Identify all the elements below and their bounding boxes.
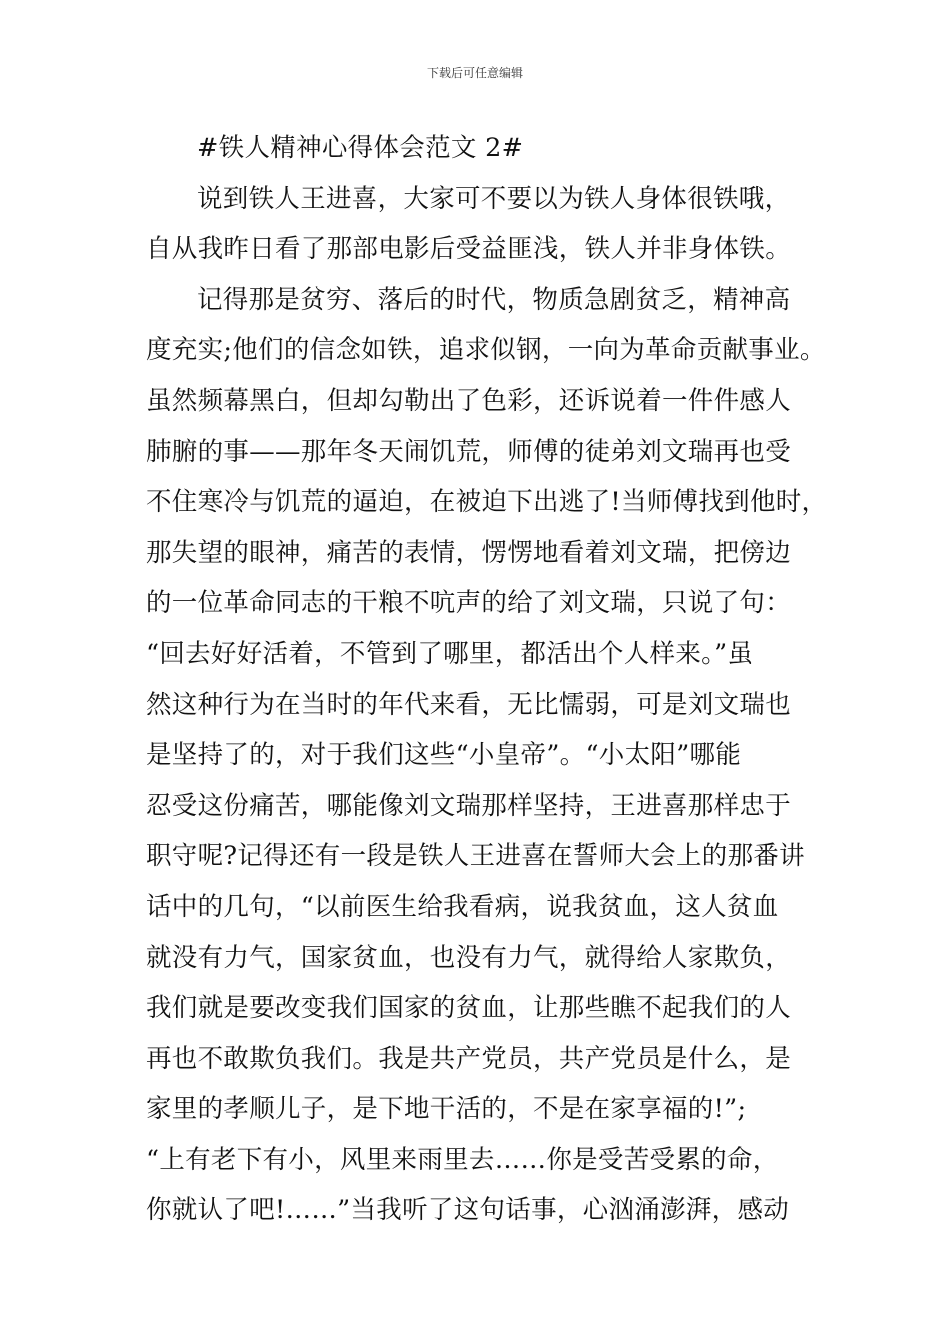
page-header: 下载后可任意编辑 (426, 66, 523, 80)
text-line: 再也不敢欺负我们。我是共产党员，共产党员是什么，是 (146, 1043, 792, 1074)
paragraph-1 (146, 179, 826, 280)
text-line: 说到铁人王进喜，大家可不要以为铁人身体很铁哦， (197, 183, 791, 214)
text-line: 话中的几句，“以前医生给我看病，说我贫血，这人贫血 (146, 891, 779, 922)
document-body (146, 128, 826, 1241)
text-line: 自从我昨日看了那部电影后受益匪浅，铁人并非身体铁。 (146, 234, 792, 265)
text-line: 那失望的眼神，痛苦的表情，愣愣地看着刘文瑞，把傍边 (146, 537, 792, 568)
text-line: 记得那是贫穷、落后的时代，物质急剧贫乏，精神高 (197, 284, 791, 315)
text-line: 我们就是要改变我们国家的贫血，让那些瞧不起我们的人 (146, 993, 792, 1024)
text-line: 的一位革命同志的干粮不吭声的给了刘文瑞，只说了句： (146, 588, 792, 619)
text-line: 虽然频幕黑白，但却勾勒出了色彩，还诉说着一件件感人 (146, 385, 792, 416)
text-line: 你就认了吧!……”当我听了这句话事，心汹涌澎湃，感动 (146, 1195, 790, 1226)
text-line: 忍受这份痛苦，哪能像刘文瑞那样坚持，王进喜那样忠于 (146, 790, 792, 821)
text-line: 职守呢?记得还有一段是铁人王进喜在誓师大会上的那番讲 (146, 841, 805, 872)
text-line: 就没有力气，国家贫血，也没有力气，就得给人家欺负， (146, 942, 792, 973)
text-line: “上有老下有小，风里来雨里去……你是受苦受累的命， (146, 1144, 779, 1175)
text-line: 然这种行为在当时的年代来看，无比懦弱，可是刘文瑞也 (146, 689, 792, 720)
document-title: #铁人精神心得体会范文 2# (197, 133, 524, 163)
text-line: 肺腑的事——那年冬天闹饥荒，师傅的徒弟刘文瑞再也受 (146, 436, 792, 467)
text-line: “回去好好活着，不管到了哪里，都活出个人样来。”虽 (146, 638, 754, 669)
text-line: 度充实;他们的信念如铁，追求似钢，一向为革命贡献事业。 (146, 335, 826, 366)
text-line: 不住寒冷与饥荒的逼迫，在被迫下出逃了!当师傅找到他时， (146, 487, 828, 518)
text-line: 家里的孝顺儿子，是下地干活的，不是在家享福的!”; (146, 1094, 747, 1125)
text-line: 是坚持了的，对于我们这些“小皇帝”。“小太阳”哪能 (146, 740, 742, 771)
paragraph-2 (146, 280, 826, 1241)
